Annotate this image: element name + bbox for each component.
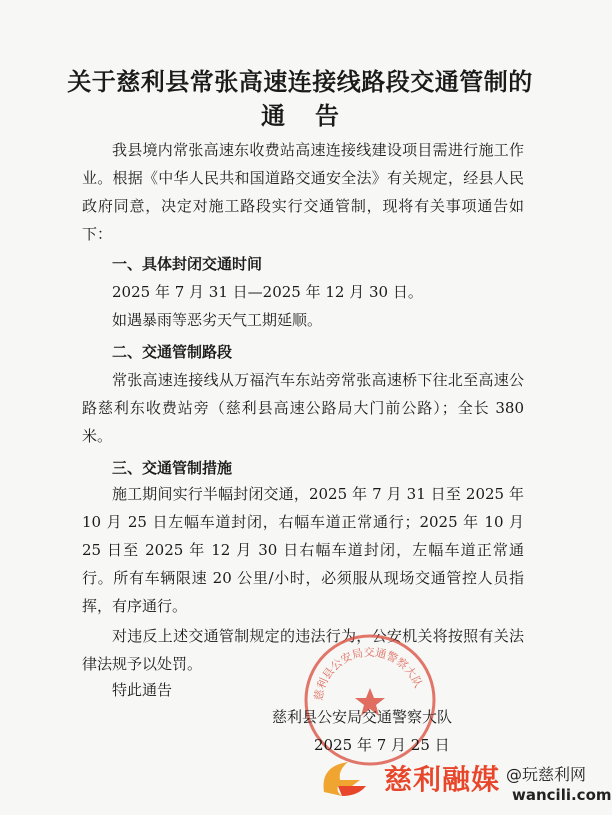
brand-logo-icon: [318, 756, 376, 800]
section2-body: 常张高速连接线从万福汽车东站旁常张高速桥下往北至高速公路慈利东收费站旁（慈利县高速公路局大门前公路）；全长 380 米。: [82, 371, 524, 445]
penalty-paragraph: 对违反上述交通管制规定的违法行为，公安机关将按照有关法律法规予以处罚。: [82, 627, 524, 673]
notice-date: 2025 年 7 月 25 日: [314, 736, 450, 754]
section2-heading: 二、交通管制路段: [112, 343, 233, 361]
closing-text: 特此通告: [112, 681, 173, 699]
section3-body: 施工期间实行半幅封闭交通，2025 年 7 月 31 日至 2025 年 10 月 25 日左幅车道封闭，右幅车道正常通行；2025 年 10 月 25 日至 2025 年 12 月 30 日右幅车道封闭，左幅车道正常通行。所有车辆限速 20 公里/小时，必须服从现场交通管控人员指挥，有序通行。: [82, 485, 524, 615]
section1-date-range: 2025 年 7 月 31 日—2025 年 12 月 30 日。: [112, 283, 423, 301]
section1-heading: 一、具体封闭交通时间: [112, 255, 263, 273]
notice-title: 关于慈利县常张高速连接线路段交通管制的: [67, 68, 533, 96]
notice-title-subtitle: 通告: [261, 102, 369, 130]
section3-heading: 三、交通管制措施: [112, 459, 233, 477]
watermark-handle: @玩慈利网: [506, 765, 587, 784]
watermark-site: wancili.com: [512, 786, 612, 804]
section1-weather-note: 如遇暴雨等恶劣天气工期延顺。: [112, 311, 323, 329]
intro-paragraph: 我县境内常张高速东收费站高速连接线建设项目需进行施工作业。根据《中华人民共和国道路交通安全法》有关规定，经县人民政府同意，决定对施工路段实行交通管制，现将有关事项通告如下：: [82, 141, 524, 243]
signatory: 慈利县公安局交通警察大队: [272, 708, 453, 726]
brand-name: 慈利融媒: [384, 763, 501, 796]
seal-text: 慈利县公安局交通警察大队: [311, 645, 425, 702]
